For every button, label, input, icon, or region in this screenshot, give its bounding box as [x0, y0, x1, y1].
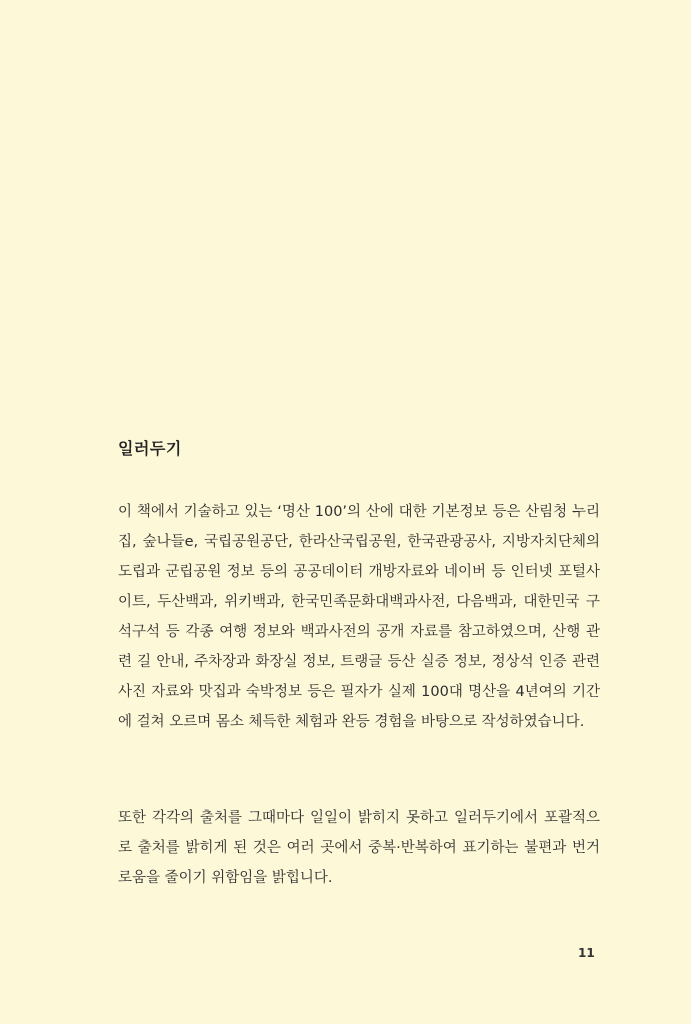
paragraph-sources: 이 책에서 기술하고 있는 ‘명산 100’의 산에 대한 기본정보 등은 산림청 누리집, 숲나들e, 국립공원공단, 한라산국립공원, 한국관광공사, 지방자치단체의 도립과 군립공원 정보 등의 공공데이터 개방자료와 네이버 등 인터넷 포털사이트, 두산백과, 위키백과, 한국민족문화대백과사전, 다음백과, 대한민국 구석구석 등 각종 여행 정보와 백과사전의 공개 자료를 참고하였으며, 산행 관련 길 안내, 주차장과 화장실 정보, 트랭글 등산 실증 정보, 정상석 인증 관련 사진 자료와 맛집과 숙박정보 등은 필자가 실제 100대 명산을 4년여의 기간에 걸쳐 오르며 몸소 체득한 체험과 완등 경험을 바탕으로 작성하였습니다.: [118, 504, 600, 730]
section-heading: 일러두기: [118, 439, 182, 458]
page-number: 11: [578, 946, 595, 960]
paragraph-attribution-note: 또한 각각의 출처를 그때마다 일일이 밝히지 못하고 일러두기에서 포괄적으로 출처를 밝히게 된 것은 여러 곳에서 중복·반복하여 표기하는 불편과 번거로움을 줄이기 위함임을 밝힙니다.: [118, 810, 600, 886]
